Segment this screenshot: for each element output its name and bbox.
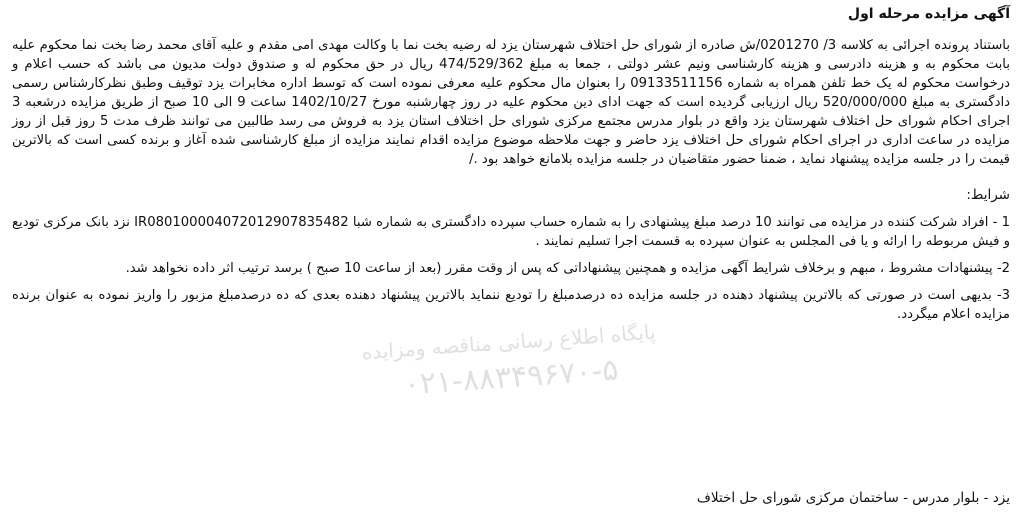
auction-notice [8,4,1014,514]
watermark-phone: ۰۲۱-۸۸۳۴۹۶۷۰-۵ [402,352,620,403]
condition-item-3: 3- بدیهی است در صورتی که بالاترین پیشنهاد دهنده در جلسه مزایده ده درصدمبلغ را تودیع ننماید بالاترین پیشنهاد دهنده بعدی که ده درصدمبلغ مزبور را واریز نموده به عنوان برنده مزایده اعلام میگردد. [12,288,1010,322]
footer-address: یزد - بلوار مدرس - ساختمان مرکزی شورای حل اختلاف [696,490,1010,506]
notice-body-paragraph: باستناد پرونده اجرائی به کلاسه 3/ 0201270/ش صادره از شورای حل اختلاف شهرستان یزد له رضیه بخت نما با وکالت مهدی امی مقدم و علیه آقای محمد رضا بخت نما محکوم علیه بابت محکوم به و هزینه دادرسی و هزینه کارشناسی ونیم عشر دولتی ، جمعا به مبلغ 474/529/362 ریال در حق محکوم له و صندوق دولت مدیون می باشد که حسب اعلام و درخواست محکوم له یک خط تلفن همراه به شماره 09133511156 را بعنوان مال محکوم علیه معرفی نموده است که توسط اداره مخابرات یزد توقیف وطبق نظرکارشناس رسمی دادگستری به مبلغ 520/000/000 ریال ارزیابی گردیده است که جهت ادای دین محکوم علیه در روز چهارشنبه مورخ 1402/10/27 ساعت 9 الی 10 صبح از طریق مزایده درشعبه 3 اجرای احکام شورای حل اختلاف شهرستان یزد واقع در بلوار مدرس مجتمع مرکزی شورای حل اختلاف استان یزد به فروش می رسد طالبین می توانند ظرف مدت 5 روز قبل از روز مزایده در ساعت اداری در اجرای احکام شورای حل اختلاف یزد حاضر و جهت ملاحظه موضوع مزایده اقدام نمایند مزایده از مبلغ کارشناسی شده آغاز و برنده کسی است که بالاترین قیمت را در جلسه مزایده پیشنهاد نماید ، ضمنا حضور متقاضیان در جلسه مزایده بلامانع خواهد بود ./ [12,38,1010,167]
watermark-site-name: پایگاه اطلاع رسانی مناقصه ومزایده [360,319,657,365]
notice-title: آگهی مزایده مرحله اول [847,6,1010,22]
conditions-heading: شرایط: [966,187,1010,203]
condition-item-2: 2- پیشنهادات مشروط ، مبهم و برخلاف شرایط آگهی مزایده و همچنین پیشنهاداتی که پس از وقت مقرر (بعد از ساعت 10 صبح ) برسد ترتیب اثر داده نخواهد شد. [125,261,1010,276]
condition-item-1: 1 - افراد شرکت کننده در مزایده می توانند 10 درصد مبلغ پیشنهادی را به شماره حساب سپرده دادگستری به شماره شبا IR080100004072012907835482 نزد بانک مرکزی تودیع و فیش مربوطه را ارائه و یا فی المجلس به عنوان سپرده به قسمت اجرا تسلیم نمایند . [12,215,1010,249]
